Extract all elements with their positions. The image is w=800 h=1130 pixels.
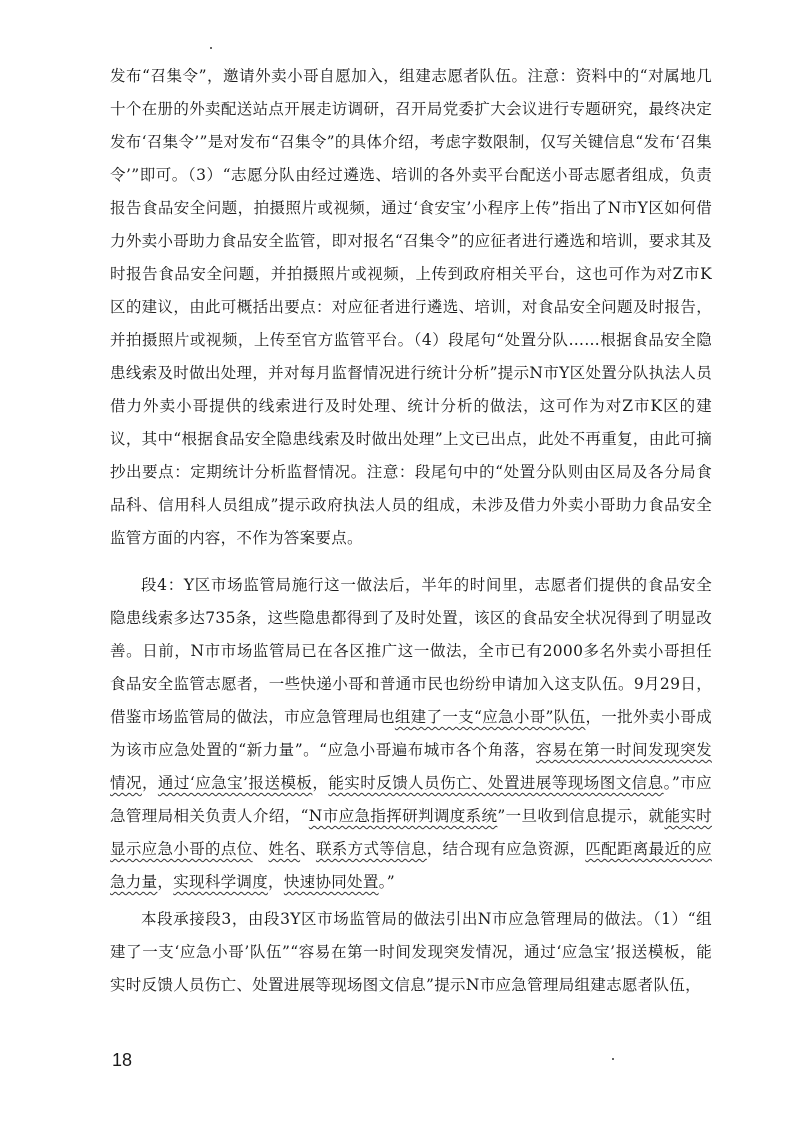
page-number: 18 [112, 1050, 133, 1070]
underlined-phrase: 能实时显示应急小哥的点位 [110, 807, 712, 858]
underlined-phrase: 能实时反馈人员伤亡、处置进展等现场图文信息 [328, 774, 664, 792]
underlined-phrase: 通过‘应急宝’报送模板 [157, 774, 313, 792]
text-segment: 。” [378, 873, 395, 891]
text-segment: ， [157, 873, 174, 891]
text-segment: ， [312, 774, 329, 792]
text-segment: 段4：Y区市场监管局施行这一做法后，半年的时间里，志愿者们提供的食品安全隐患线索多达735条，这些隐患都得到了及时处置，该区的食品安全状况得到了明显改善。日前，N市市场监管局已在各区推广这一做法，全市已有2000多名外卖小哥担任食品安全监管志愿者，一些快递小哥和普通市民也纷纷申请加入这支队伍。9月29日，借鉴市场监管局的做法，市应急管理局也 [110, 576, 712, 726]
text-segment: ， [141, 774, 158, 792]
scan-speck [210, 47, 212, 49]
text-segment: ，结合现有应急资源， [426, 840, 586, 858]
underlined-phrase: 组建了一支“应急小哥”队伍 [394, 708, 586, 726]
underlined-phrase: 匹配距离最近的应急力量 [110, 840, 712, 891]
underlined-phrase: 容易在第一时间发现突发情况 [110, 741, 712, 792]
underlined-phrase: 姓名 [268, 840, 301, 858]
text-segment: ， [268, 873, 284, 891]
page-content [110, 60, 712, 1002]
underlined-phrase: N市应急指挥研判调度系统 [308, 807, 498, 825]
text-segment: 、 [300, 840, 316, 858]
underlined-phrase: 联系方式等信息 [315, 840, 427, 858]
analysis-paragraph-2: 本段承接段3，由段3Y区市场监管局的做法引出N市应急管理局的做法。（1）“组建了一支‘应急小哥’队伍”“容易在第一时间发现突发情况，通过‘应急宝’报送模板，能实时反馈人员伤亡、处置进展等现场图文信息”提示N市应急管理局组建志愿者队伍， [110, 910, 712, 994]
underlined-phrase: 实现科学调度 [173, 873, 269, 891]
analysis-paragraph-1: 发布“召集令”，邀请外卖小哥自愿加入，组建志愿者队伍。注意：资料中的“对属地几十个在册的外卖配送站点开展走访调研，召开局党委扩大会议进行专题研究，最终决定发布‘召集令’”是对发布“召集令”的具体介绍，考虑字数限制，仅写关键信息“发布‘召集令’”即可。（3）“志愿分队由经过遴选、培训的各外卖平台配送小哥志愿者组成，负责报告食品安全问题，拍摄照片或视频，通过‘食安宝’小程序上传”指出了N市Y区如何借力外卖小哥助力食品安全监管，即对报名“召集令”的应征者进行遴选和培训，要求其及时报告食品安全问题，并拍摄照片或视频，上传到政府相关平台，这也可作为对Z市K区的建议，由此可概括出要点：对应征者进行遴选、培训，对食品安全问题及时报告，并拍摄照片或视频，上传至官方监管平台。（4）段尾句“处置分队……根据食品安全隐患线索及时做出处理，并对每月监督情况进行统计分析”提示N市Y区处置分队执法人员借力外卖小哥提供的线索进行及时处理、统计分析的做法，这可作为对Z市K区的建议，其中“根据食品安全隐患线索及时做出处理”上文已出点，此处不再重复，由此可摘抄出要点：定期统计分析监督情况。注意：段尾句中的“处置分队则由区局及各分局食品科、信用科人员组成”提示政府执法人员的组成，未涉及借力外卖小哥助力食品安全监管方面的内容，不作为答案要点。 [110, 67, 712, 547]
text-segment: 。”市应急管理局相关负责人介绍，“ [110, 774, 712, 825]
text-segment: 、 [252, 840, 269, 858]
source-paragraph-4 [110, 569, 712, 899]
underlined-phrase: 快速协同处置 [283, 873, 379, 891]
scan-speck [612, 1058, 614, 1060]
text-segment: ，一批外卖小哥成为该市应急处置的“新力量”。“应急小哥遍布城市各个角落， [110, 708, 713, 759]
text-segment: ”一旦收到信息提示，就 [497, 807, 665, 825]
